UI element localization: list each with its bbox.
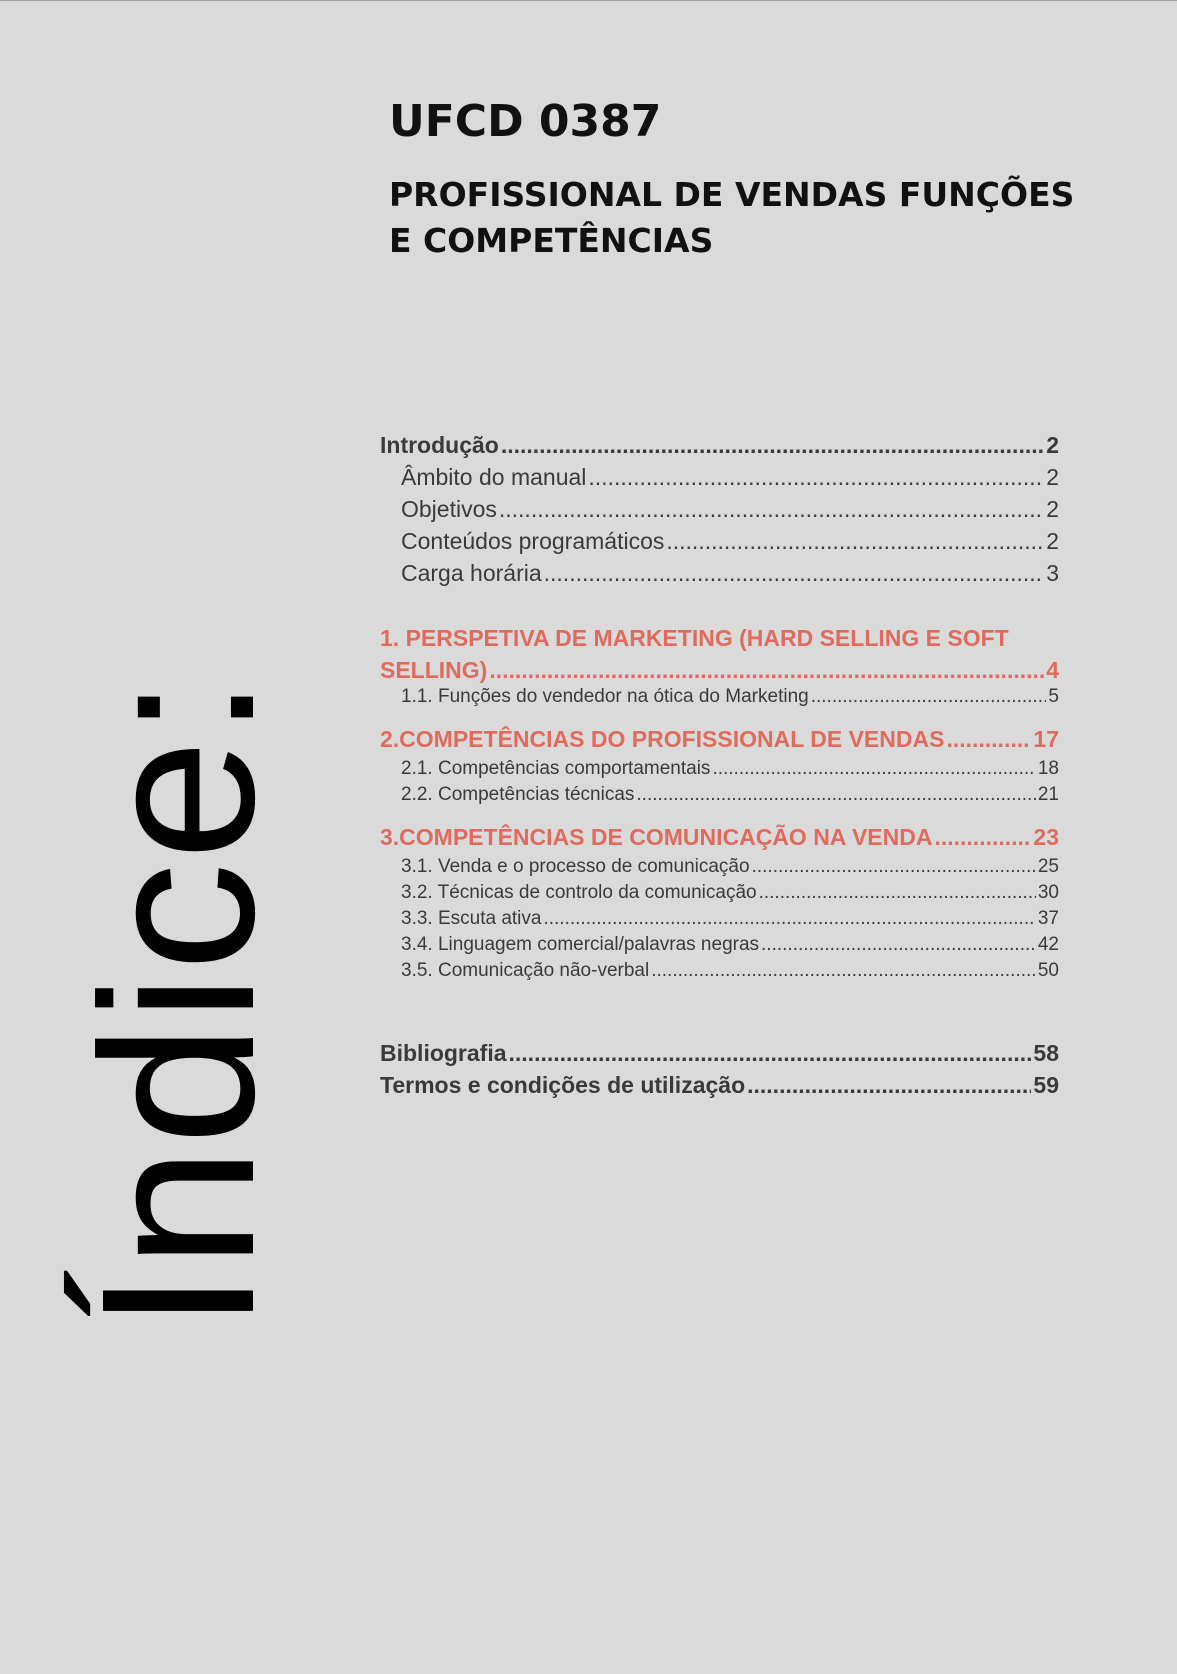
toc-entry-page: 3 xyxy=(1046,560,1059,586)
toc-entry-title: 3.1. Venda e o processo de comunicação xyxy=(401,856,750,877)
toc-entry-title: Âmbito do manual xyxy=(401,464,587,490)
top-border xyxy=(0,0,1177,1)
toc-entry-page: 23 xyxy=(1033,824,1059,850)
leader-dots xyxy=(651,960,1036,982)
leader-dots xyxy=(934,824,1031,851)
toc-entry-page: 50 xyxy=(1037,960,1059,981)
toc-entry[interactable] xyxy=(380,686,1059,712)
leader-dots xyxy=(811,686,1047,708)
toc-chapter-title-line1: 1. PERSPETIVA DE MARKETING (HARD SELLING E SOFT xyxy=(380,625,1009,651)
leader-dots xyxy=(499,496,1044,523)
leader-dots xyxy=(761,934,1036,956)
leader-dots xyxy=(544,560,1045,587)
toc-entry[interactable] xyxy=(380,560,1059,592)
leader-dots xyxy=(509,1040,1032,1067)
toc-entry[interactable] xyxy=(380,464,1059,496)
toc-entry-page: 21 xyxy=(1037,784,1059,805)
leader-dots xyxy=(946,726,1031,753)
leader-dots xyxy=(759,882,1036,904)
course-title: PROFISSIONAL DE VENDAS FUNÇÕES E COMPETÊNCIAS xyxy=(389,175,1075,260)
toc-chapter-3[interactable] xyxy=(380,824,1059,856)
toc-entry-page: 2 xyxy=(1046,464,1059,490)
index-heading: Índice: xyxy=(57,674,300,1331)
toc-entry-page: 2 xyxy=(1046,432,1059,458)
course-code: UFCD 0387 xyxy=(389,96,662,147)
leader-dots xyxy=(712,758,1035,780)
toc-entry[interactable] xyxy=(380,882,1059,908)
toc-entry-page: 42 xyxy=(1037,934,1059,955)
toc-entry-title: 3.5. Comunicação não-verbal xyxy=(401,960,650,981)
leader-dots xyxy=(747,1072,1031,1099)
toc-entry-title: 2.1. Competências comportamentais xyxy=(401,758,711,779)
toc-chapter-line2 xyxy=(380,654,1059,686)
toc-entry-title: Termos e condições de utilização xyxy=(380,1072,746,1098)
toc-entry[interactable] xyxy=(380,758,1059,784)
toc-entry-page: 25 xyxy=(1037,856,1059,877)
toc-entry-bibliography[interactable] xyxy=(380,1040,1059,1072)
toc-entry-page: 2 xyxy=(1046,496,1059,522)
toc-entry-title: Carga horária xyxy=(401,560,542,586)
leader-dots xyxy=(543,908,1035,930)
toc-entry-title: 3.3. Escuta ativa xyxy=(401,908,542,929)
leader-dots xyxy=(666,528,1044,555)
toc-entry-intro[interactable] xyxy=(380,432,1059,464)
leader-dots xyxy=(752,856,1036,878)
toc-entry-title: Objetivos xyxy=(401,496,497,522)
toc-entry[interactable] xyxy=(380,784,1059,810)
toc-entry-title: Conteúdos programáticos xyxy=(401,528,665,554)
toc-entry-page: 58 xyxy=(1033,1040,1059,1066)
toc-entry-title: 3.2. Técnicas de controlo da comunicação xyxy=(401,882,757,903)
toc-entry-page: 2 xyxy=(1046,528,1059,554)
toc-entry-title: Introdução xyxy=(380,432,499,458)
toc-entry-title: Bibliografia xyxy=(380,1040,507,1066)
leader-dots xyxy=(636,784,1035,806)
toc-entry-page: 18 xyxy=(1037,758,1059,779)
toc-entry-title: 2.COMPETÊNCIAS DO PROFISSIONAL DE VENDAS xyxy=(380,726,945,752)
toc-entry-title: SELLING) xyxy=(380,657,488,683)
toc-entry-page: 30 xyxy=(1037,882,1059,903)
toc-entry-terms[interactable] xyxy=(380,1072,1059,1104)
toc-entry[interactable] xyxy=(380,960,1059,986)
toc-entry-page: 17 xyxy=(1033,726,1059,752)
toc-entry-page: 37 xyxy=(1037,908,1059,929)
toc-chapter-2[interactable] xyxy=(380,726,1059,758)
leader-dots xyxy=(588,464,1044,491)
toc-entry-page: 4 xyxy=(1046,657,1059,683)
toc-entry[interactable] xyxy=(380,528,1059,560)
toc-entry-title: 1.1. Funções do vendedor na ótica do Marketing xyxy=(401,686,809,707)
toc-entry-page: 5 xyxy=(1048,686,1059,707)
toc-entry[interactable] xyxy=(380,934,1059,960)
toc-entry-title: 3.COMPETÊNCIAS DE COMUNICAÇÃO NA VENDA xyxy=(380,824,933,850)
leader-dots xyxy=(501,432,1044,459)
toc-entry[interactable] xyxy=(380,496,1059,528)
toc-entry-title: 2.2. Competências técnicas xyxy=(401,784,635,805)
toc-entry-page: 59 xyxy=(1033,1072,1059,1098)
toc-entry[interactable] xyxy=(380,856,1059,882)
toc-entry[interactable] xyxy=(380,908,1059,934)
leader-dots xyxy=(489,654,1044,686)
toc-entry-title: 3.4. Linguagem comercial/palavras negras xyxy=(401,934,760,955)
table-of-contents xyxy=(380,432,1059,1104)
toc-chapter-1[interactable] xyxy=(380,622,1059,686)
